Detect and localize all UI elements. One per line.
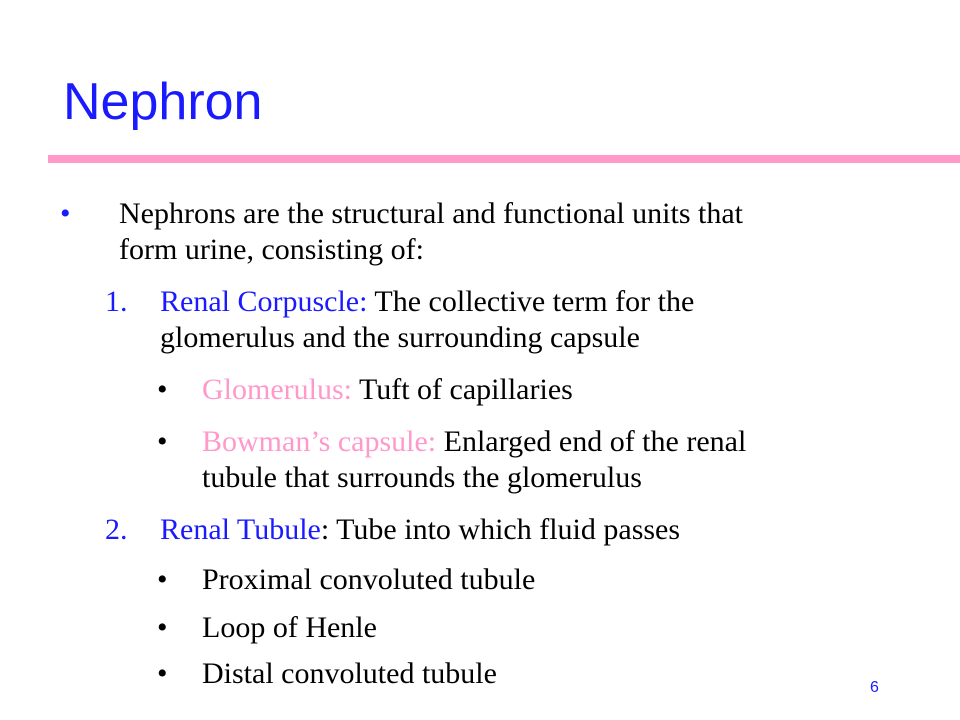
item-1-number: 1.	[105, 285, 128, 318]
item-2-number: 2.	[105, 513, 128, 546]
intro-line-2: form urine, consisting of:	[119, 233, 424, 266]
bowmans-capsule-bullet-icon: •	[157, 425, 168, 458]
page-number: 6	[870, 679, 879, 696]
item-2-text: : Tube into which fluid passes	[320, 513, 681, 546]
intro-bullet-icon: •	[60, 197, 71, 230]
distal-tubule-bullet-icon: •	[157, 657, 168, 690]
title-underline-rule	[48, 155, 960, 163]
distal-tubule-item: Distal convoluted tubule	[202, 657, 497, 690]
intro-line-1: Nephrons are the structural and functional units that	[119, 197, 743, 230]
item-1-line-1-text: The collective term for the	[367, 285, 695, 318]
item-1-term: Renal Corpuscle:	[160, 285, 368, 318]
glomerulus-term: Glomerulus:	[202, 373, 352, 406]
bowmans-capsule-line-1	[202, 424, 746, 460]
proximal-tubule-bullet-icon: •	[157, 563, 168, 596]
item-2-line	[160, 512, 680, 548]
bowmans-capsule-line-2: tubule that surrounds the glomerulus	[202, 461, 642, 494]
proximal-tubule-item: Proximal convoluted tubule	[202, 563, 536, 596]
glomerulus-text: Tuft of capillaries	[352, 373, 573, 406]
item-2-term: Renal Tubule	[160, 513, 321, 546]
item-1-line-1	[160, 284, 694, 320]
glomerulus-bullet-icon: •	[157, 373, 168, 406]
loop-of-henle-bullet-icon: •	[157, 611, 168, 644]
item-1-line-2: glomerulus and the surrounding capsule	[160, 321, 640, 354]
bowmans-capsule-term: Bowman’s capsule:	[202, 425, 437, 458]
glomerulus-item	[202, 372, 573, 408]
bowmans-capsule-text: Enlarged end of the renal	[436, 425, 747, 458]
slide-title: Nephron	[63, 73, 263, 131]
loop-of-henle-item: Loop of Henle	[202, 611, 377, 644]
